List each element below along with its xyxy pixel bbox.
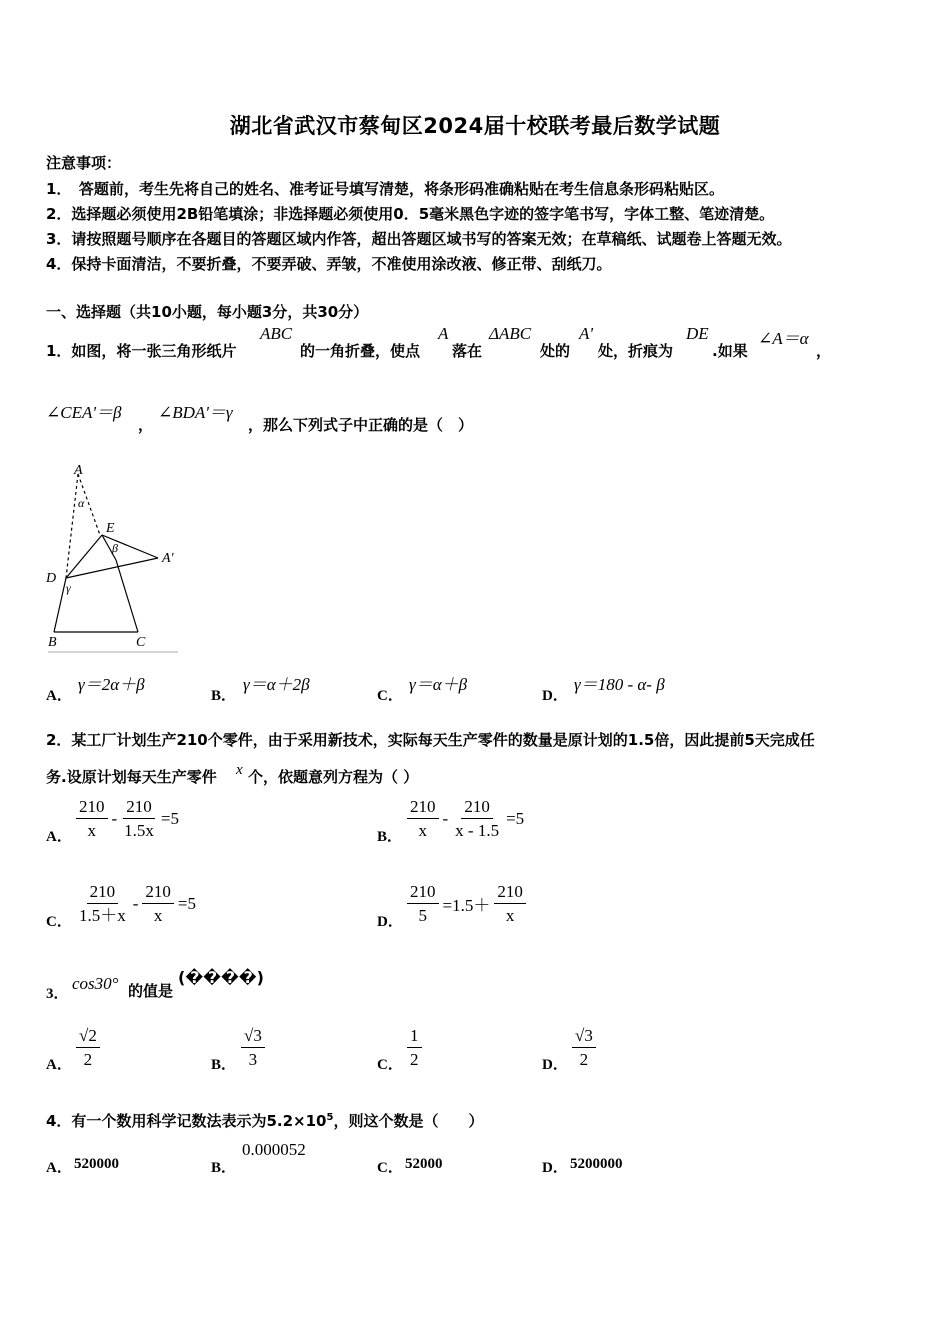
q2c-den1: 1.5＋x (79, 906, 126, 925)
q2d-den2: x (505, 906, 515, 925)
q1-options (46, 670, 906, 706)
q1-a: A (438, 324, 449, 343)
q3-option-d-label: D． (542, 1057, 568, 1073)
q2c-op: - (132, 893, 139, 913)
q1-text-4: 处的 (540, 342, 571, 360)
fold-dashed-ad (66, 474, 78, 578)
q1-option-d-expr[interactable]: γ＝180 - α- β (574, 675, 665, 694)
q2b-den1: x (418, 821, 427, 840)
q2b-op: - (442, 808, 449, 828)
section-heading: 一、选择题（共10小题，每小题3分，共30分） (46, 303, 369, 321)
q2d-op: =1.5＋ (442, 896, 491, 915)
q4-option-d-label[interactable]: D． (542, 1160, 568, 1176)
q1-de: DE (686, 324, 709, 343)
q2a-op: - (111, 808, 118, 828)
line-ea-prime (102, 535, 158, 558)
q4-stem (46, 1110, 483, 1131)
page-title: 湖北省武汉市蔡甸区2024届十校联考最后数学试题 (229, 114, 721, 138)
q2b-num1: 210 (407, 797, 439, 819)
q3-option-b-label: B． (211, 1057, 237, 1073)
q2-option-a-label: A． (46, 829, 72, 845)
q4-option-a-value[interactable]: 520000 (74, 1156, 119, 1172)
q1-text-1: 1．如图，将一张三角形纸片 (46, 342, 237, 360)
q4-exponent: 5 (326, 1112, 334, 1123)
q2a-num1: 210 (76, 797, 108, 819)
q3c-den: 2 (410, 1050, 419, 1069)
q4-options (46, 1140, 746, 1176)
q3b-num: √3 (241, 1026, 265, 1048)
q2-option-c-label: C． (46, 914, 72, 930)
q1-text-5: 处，折痕为 (598, 342, 674, 360)
q2-text-b: 个，依题意列方程为（ ） (248, 768, 419, 786)
q2b-eq: =5 (506, 808, 525, 828)
line-ec-lower (116, 560, 138, 632)
q1-a-prime: A' (579, 324, 594, 343)
q2c-eq: =5 (177, 893, 197, 913)
notice-item-3: 3．请按照题号顺序在各题目的答题区域内作答，超出答题区域书写的答案无效；在草稿纸、试题卷上答题无效。 (46, 230, 792, 248)
q2c-den2: x (153, 906, 163, 925)
q2-option-b-label: B． (377, 829, 403, 845)
q2b-den2: x - 1.5 (455, 821, 500, 840)
q2b-num2: 210 (461, 797, 493, 819)
fig-label-a-prime: A' (162, 551, 174, 566)
q2-stem-line1: 2．某工厂计划生产210个零件，由于采用新技术，实际每天生产零件的数量是原计划的1.5倍，因此提前5天完成任 (46, 731, 815, 749)
fig-label-alpha: α (78, 496, 85, 510)
q2c-num1: 210 (87, 882, 119, 904)
q4-option-d-value[interactable]: 5200000 (570, 1156, 623, 1172)
q1-option-a-label[interactable]: A． (46, 688, 72, 704)
q3a-den: 2 (83, 1050, 93, 1069)
q1-comma-1: ， (816, 342, 832, 360)
q2-text-a: 务.设原计划每天生产零件 (46, 768, 217, 786)
q4-option-c-value[interactable]: 52000 (405, 1156, 443, 1172)
q2a-den1: x (87, 821, 96, 840)
q3-expr: cos30° (72, 974, 119, 993)
line-bd (54, 578, 66, 632)
q3b-den: 3 (248, 1050, 258, 1069)
q1-text-2: 的一角折叠，使点 (300, 342, 421, 360)
fig-label-beta: β (112, 541, 118, 555)
q1-cond-1: ∠A＝α (758, 329, 809, 348)
q1-text-6: .如果 (712, 342, 748, 360)
q2c-num2: 210 (142, 882, 174, 904)
q1-option-b-expr[interactable]: γ＝α＋2β (243, 675, 310, 694)
q3-number: 3． (46, 986, 69, 1002)
q3d-num: √3 (572, 1026, 596, 1048)
notice-item-1: 1． 答题前，考生先将自己的姓名、准考证号填写清楚，将条形码准确粘贴在考生信息条形码粘贴区。 (46, 180, 724, 198)
q4-option-b-label[interactable]: B． (211, 1160, 237, 1176)
q1-option-d-label[interactable]: D． (542, 688, 568, 704)
q1-cond-2: ∠CEA'＝β (46, 403, 122, 422)
q2a-den2: 1.5x (124, 821, 154, 840)
q2a-num2: 210 (123, 797, 155, 819)
q4-text-b: ，则这个数是（ ） (333, 1112, 484, 1130)
q1-dabc: ΔABC (489, 324, 532, 343)
q1-option-c-label[interactable]: C． (377, 688, 403, 704)
q1-text-7: ，那么下列式子中正确的是（ ） (248, 416, 474, 434)
fig-label-e: E (106, 521, 115, 536)
q3a-num: √2 (76, 1026, 100, 1048)
q2d-num1: 210 (407, 882, 439, 904)
q1-text-3: 落在 (452, 342, 483, 360)
q4-option-b-value[interactable]: 0.000052 (242, 1140, 306, 1159)
q1-option-a-expr[interactable]: γ＝2α＋β (78, 675, 145, 694)
fig-label-c: C (136, 635, 146, 650)
q1-cond-3: ∠BDA'＝γ (158, 403, 233, 422)
q4-option-a-label[interactable]: A． (46, 1160, 72, 1176)
q2d-den1: 5 (418, 906, 427, 925)
q1-abc: ABC (260, 324, 293, 343)
q2a-eq: =5 (160, 808, 180, 828)
q2-x: x (236, 762, 243, 778)
q4-text-a: 4．有一个数用科学记数法表示为5.2×10 (46, 1112, 327, 1130)
q3c-num: 1 (407, 1026, 422, 1048)
q2d-num2: 210 (494, 882, 526, 904)
q3-garbled: (����) (178, 968, 264, 987)
notice-item-4: 4．保持卡面清洁，不要折叠，不要弄破、弄皱，不准使用涂改液、修正带、刮纸刀。 (46, 255, 612, 273)
q3-option-c-label: C． (377, 1057, 403, 1073)
q3d-den: 2 (579, 1050, 589, 1069)
fig-label-a: A (74, 463, 83, 478)
q4-option-c-label[interactable]: C． (377, 1160, 403, 1176)
q2-option-d-label: D． (377, 914, 403, 930)
q3-option-a-label: A． (46, 1057, 72, 1073)
q1-option-b-label[interactable]: B． (211, 688, 237, 704)
fig-label-gamma: γ (66, 581, 71, 595)
notice-heading: 注意事项： (46, 154, 122, 172)
q1-comma-2: ， (138, 416, 154, 434)
fig-label-b: B (48, 635, 57, 650)
notice-item-2: 2．选择题必须使用2B铅笔填涂；非选择题必须使用0．5毫米黑色字迹的签字笔书写，字体工整、笔迹清楚。 (46, 205, 775, 223)
q1-option-c-expr[interactable]: γ＝α＋β (409, 675, 468, 694)
q3-text: 的值是 (128, 982, 174, 1000)
q1-triangle-figure (40, 460, 190, 655)
fig-label-d: D (46, 571, 57, 586)
